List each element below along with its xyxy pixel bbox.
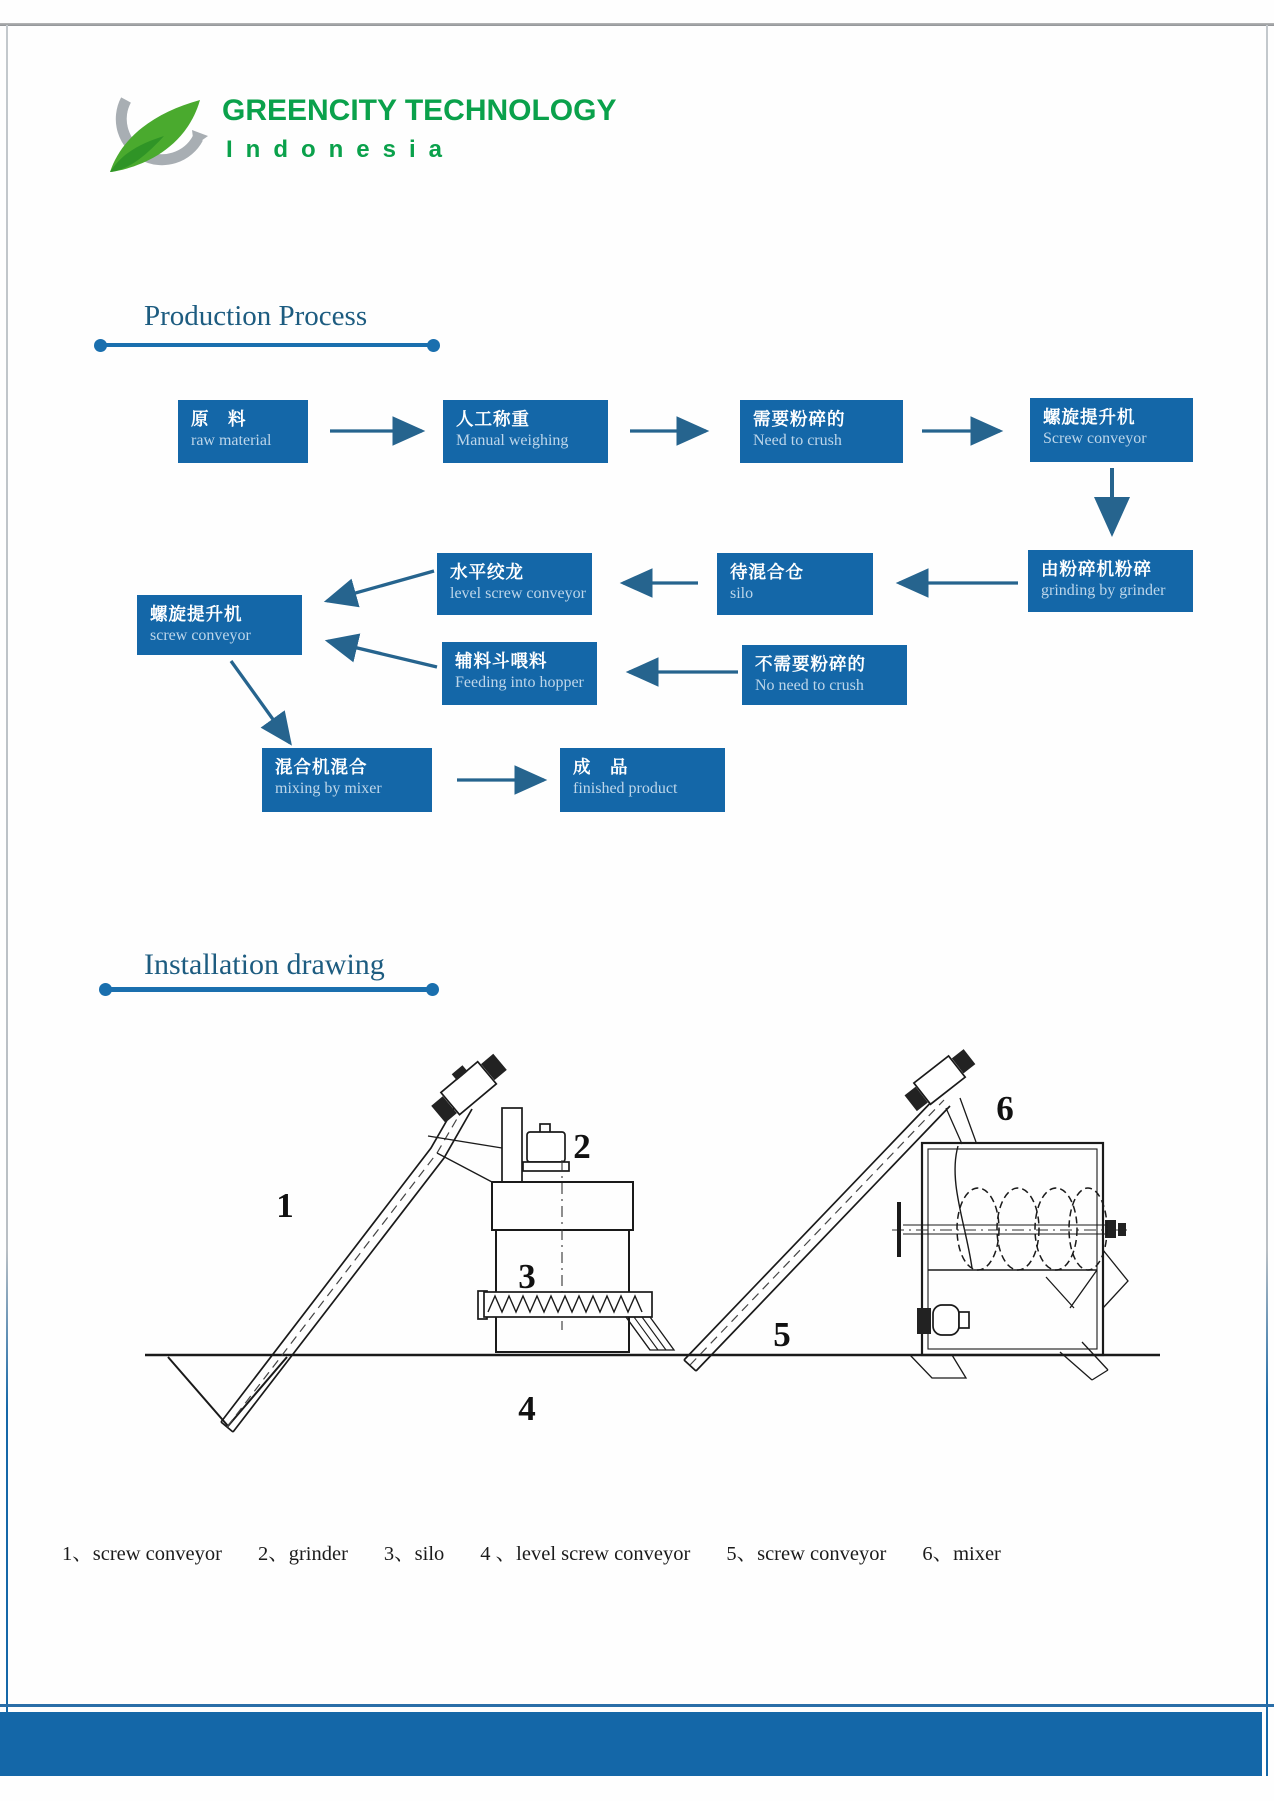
legend-item-2 — [258, 1536, 348, 1566]
legend-label: grinder — [288, 1543, 348, 1565]
flow-box-en: grinding by grinder — [1041, 581, 1166, 599]
legend-item-6 — [922, 1536, 1001, 1566]
right-border-line — [1266, 25, 1268, 1776]
section-title-production-process: Production Process — [144, 300, 368, 332]
flow-box-en: mixing by mixer — [275, 779, 382, 797]
legend-label: mixer — [953, 1543, 1001, 1565]
greencity-leaf-logo-icon — [98, 86, 218, 182]
flow-box-en: silo — [730, 584, 754, 602]
legend-num: 1、 — [62, 1543, 93, 1565]
flow-box-en: level screw conveyor — [450, 584, 586, 602]
legend-num: 5、 — [726, 1543, 758, 1565]
process-underline-dot-left — [94, 339, 107, 352]
flow-box-cn: 成 品 — [573, 757, 629, 777]
legend-num: 4 、 — [480, 1543, 517, 1565]
legend-item-5 — [726, 1536, 886, 1566]
section-title-installation-drawing: Installation drawing — [144, 948, 385, 981]
flowchart-arrows — [0, 395, 1274, 835]
flow-box-en: No need to crush — [755, 676, 864, 694]
drawing-number-6: 6 — [996, 1089, 1014, 1128]
drawing-number-2: 2 — [573, 1127, 591, 1166]
flow-box-cn: 由粉碎机粉碎 — [1041, 559, 1152, 579]
installation-drawing — [120, 1020, 1170, 1450]
legend-item-3 — [384, 1536, 444, 1566]
bottom-thin-line — [0, 1704, 1274, 1707]
flow-box-en: Manual weighing — [456, 431, 569, 449]
flow-box-cn: 待混合仓 — [730, 562, 804, 582]
bottom-blue-bar — [0, 1712, 1262, 1776]
flow-box-cn: 人工称重 — [456, 409, 530, 429]
legend-item-1 — [62, 1536, 222, 1566]
left-border-line — [6, 25, 8, 1776]
drawing-number-1: 1 — [276, 1186, 294, 1225]
flow-box-en: raw material — [191, 431, 272, 449]
flow-box-cn: 螺旋提升机 — [150, 604, 243, 624]
legend-label: screw conveyor — [757, 1543, 887, 1565]
legend-label: silo — [414, 1543, 445, 1565]
legend-label: level screw conveyor — [516, 1543, 691, 1565]
flow-box-en: finished product — [573, 779, 678, 797]
process-underline — [100, 343, 433, 347]
flow-box-en: screw conveyor — [150, 626, 251, 644]
flow-box-cn: 辅料斗喂料 — [455, 651, 548, 671]
flow-box-cn: 螺旋提升机 — [1043, 407, 1136, 427]
flow-box-cn: 原 料 — [191, 409, 247, 429]
drawing-number-3: 3 — [518, 1257, 536, 1296]
flow-box-en: Screw conveyor — [1043, 429, 1147, 447]
brand-name: GREENCITY TECHNOLOGY — [222, 94, 617, 127]
drawing-number-5: 5 — [773, 1315, 791, 1354]
drawing-number-4: 4 — [518, 1389, 536, 1428]
flow-box-cn: 不需要粉碎的 — [755, 654, 866, 674]
installation-underline-dot-left — [99, 983, 112, 996]
flow-box-cn: 混合机混合 — [275, 757, 368, 777]
installation-underline — [106, 987, 432, 992]
legend-item-4 — [480, 1536, 690, 1566]
legend-num: 6、 — [922, 1543, 954, 1565]
brand-subtitle: Indonesia — [226, 136, 456, 163]
flow-box-en: Feeding into hopper — [455, 673, 584, 691]
legend-num: 2、 — [257, 1543, 289, 1565]
top-border-line — [0, 23, 1274, 26]
installation-underline-dot-right — [426, 983, 439, 996]
process-underline-dot-right — [427, 339, 440, 352]
flow-box-en: Need to crush — [753, 431, 842, 449]
flow-box-cn: 需要粉碎的 — [753, 409, 846, 429]
legend-num: 3、 — [383, 1543, 415, 1565]
legend-label: screw conveyor — [92, 1543, 222, 1565]
flow-box-cn: 水平绞龙 — [450, 562, 524, 582]
drawing-legend — [62, 1536, 1222, 1566]
